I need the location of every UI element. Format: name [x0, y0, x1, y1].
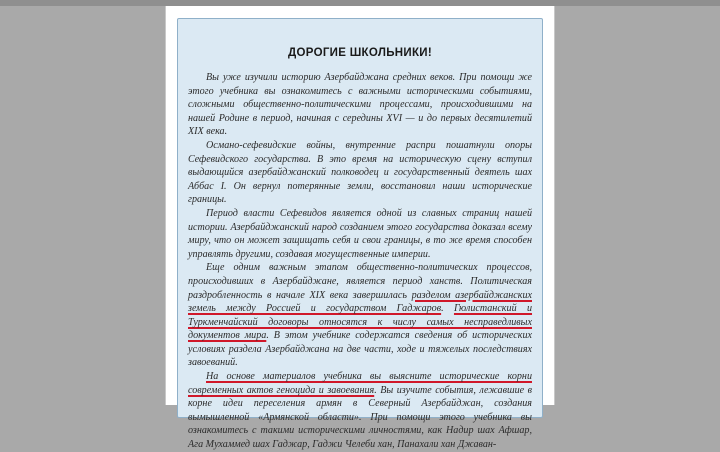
paragraph-3: Период власти Сефевидов является одной из славных страниц нашей истории. Азербайджанский народ созданием этого государства доказал всему миру, что он может защищать себя и свои границы, в то же время способен управлять другими, создавая могущественные империи.	[188, 207, 532, 260]
highlight-treaties: Гюлистанский и Туркменчайский договоры относятся к числу самых несправедливых документов мира	[188, 303, 533, 342]
paragraph-1: Вы уже изучили историю Азербайджана средних веков. При помощи же этого учебника вы ознакомитесь с важными историческими событиями, сложными общественно-политическими процессами, происходившими на нашей Родине в период, начиная с середины XVI — и до первых десятилетий XIX века.	[188, 72, 532, 138]
paragraph-4	[188, 261, 532, 370]
highlight-genocide-roots: На основе материалов учебника вы выясните исторические корни современных актов геноцида и завоевания	[188, 371, 532, 396]
highlight-partition: разделом азербайджанских земель между Россией и государством Гаджаров	[188, 289, 532, 315]
preface-panel	[177, 18, 543, 451]
paragraph-4-text-a: Еще одним важным этапом общественно-политических процессов, происходивших в Азербайджане, является период ханств. Политическая раздробленность в начале XIX века завершилась	[188, 262, 532, 301]
paragraph-5	[188, 370, 532, 452]
paragraph-2: Османо-сефевидские войны, внутренние распри пошатнули опоры Сефевидского государства. В это время на историческую сцену вступил выдающийся азербайджанский полководец и государственный деятель шах Аббас I. Он вернул потерянные земли, восстановил наши исторические границы.	[188, 139, 532, 206]
book-page	[165, 6, 555, 451]
paragraph-4-text-c: .	[441, 303, 454, 315]
paragraph-5-text-b: . Вы изучите события, лежавшие в корне идеи переселения армян в Северный Азербайджан, создания вымышленной «Армянской области». При помощи этого учебника вы ознакомитесь с такими историческими личностями, как Надир шах Афшар, Ага Мухаммед шах Гаджар, Гаджи Челеби хан, Панахали хан Джаван-	[188, 384, 532, 451]
paragraph-4-text-e: . В этом учебнике содержатся сведения об исторических условиях раздела Азербайджана на две части, ходе и тяжелых последствиях завоеваний.	[188, 330, 532, 369]
page-title: ДОРОГИЕ ШКОЛЬНИКИ!	[288, 47, 432, 59]
